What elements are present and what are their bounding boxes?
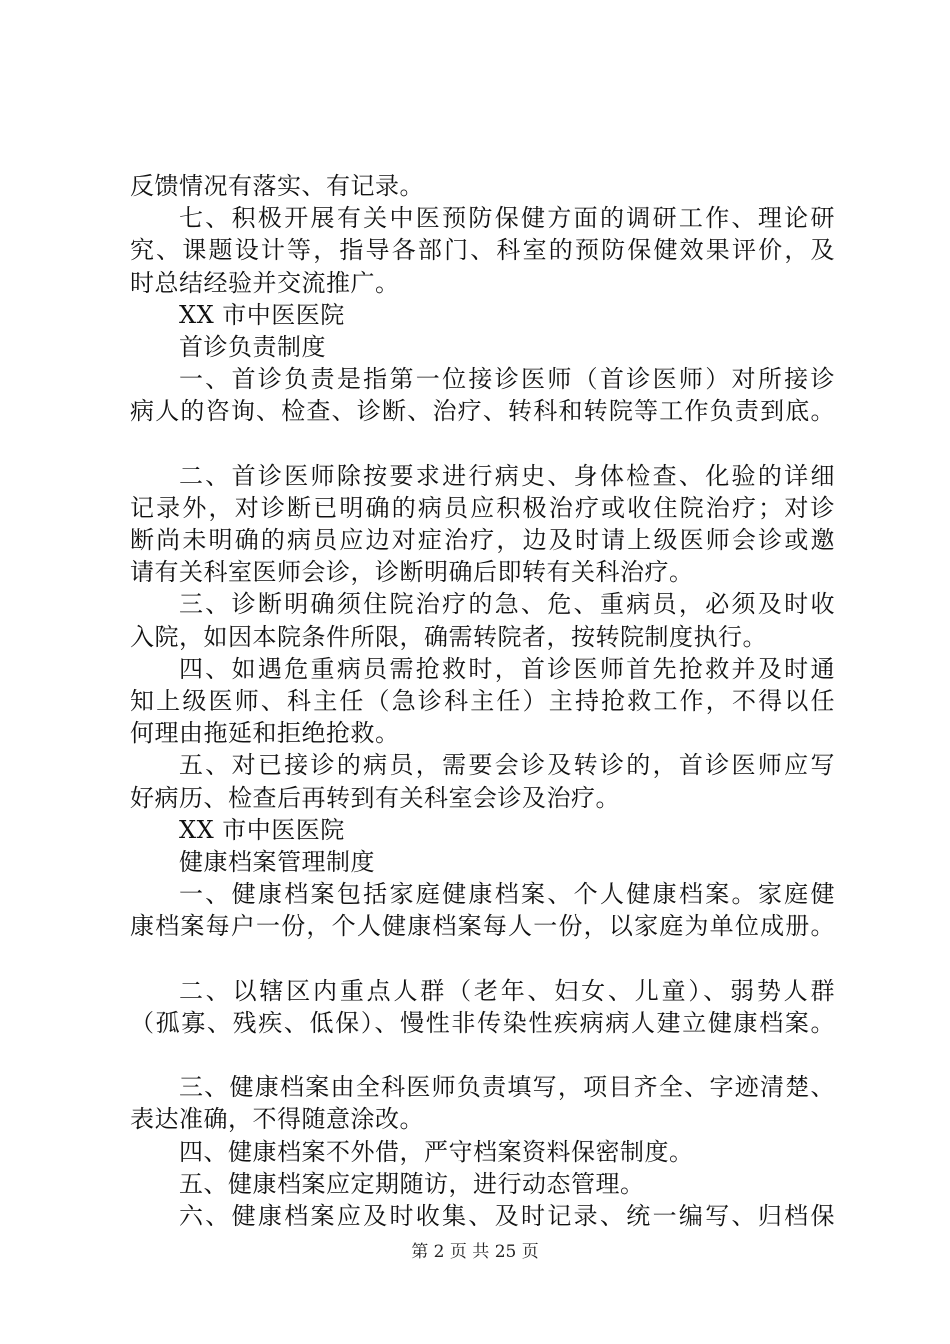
text-line: 入院，如因本院条件所限，确需转院者，按转院制度执行。 <box>130 622 767 651</box>
text-line: 何理由拖延和拒绝抢救。 <box>130 719 400 748</box>
text-line: 请有关科室医师会诊，诊断明确后即转有关科治疗。 <box>130 558 694 587</box>
section-title: 健康档案管理制度 <box>179 847 375 876</box>
text-line: 病人的咨询、检查、诊断、治疗、转科和转院等工作负责到底。 <box>130 397 835 426</box>
text-line: 康档案每户一份，个人健康档案每人一份，以家庭为单位成册。 <box>130 912 835 941</box>
hospital-name: XX 市中医医院 <box>179 815 345 844</box>
section-title: 首诊负责制度 <box>179 332 326 361</box>
text-line: 六、健康档案应及时收集、及时记录、统一编写、归档保 <box>179 1202 835 1230</box>
text-line: 究、课题设计等，指导各部门、科室的预防保健效果评价，及 <box>130 236 835 265</box>
text-line: 七、积极开展有关中医预防保健方面的调研工作、理论研 <box>179 204 835 233</box>
text-line: 三、健康档案由全科医师负责填写，项目齐全、字迹清楚、 <box>179 1073 835 1102</box>
text-line: 表达准确，不得随意涂改。 <box>130 1105 424 1134</box>
text-line: 好病历、检查后再转到有关科室会诊及治疗。 <box>130 783 620 812</box>
text-line: 四、如遇危重病员需抢救时，首诊医师首先抢救并及时通 <box>179 654 835 683</box>
text-line: （孤寡、残疾、低保）、慢性非传染性疾病病人建立健康档案。 <box>130 1008 835 1037</box>
paragraph-gap <box>130 428 835 460</box>
text-line: 三、诊断明确须住院治疗的急、危、重病员，必须及时收 <box>179 590 835 619</box>
text-line: 一、健康档案包括家庭健康档案、个人健康档案。家庭健 <box>179 880 835 909</box>
text-line: 一、首诊负责是指第一位接诊医师（首诊医师）对所接诊 <box>179 365 835 394</box>
text-line: 五、对已接诊的病员，需要会诊及转诊的，首诊医师应写 <box>179 751 835 780</box>
text-line: 反馈情况有落实、有记录。 <box>130 172 424 200</box>
text-line: 记录外，对诊断已明确的病员应积极治疗或收住院治疗；对诊 <box>130 493 835 522</box>
page-number-footer: 第 2 页 共 25 页 <box>411 1242 539 1262</box>
hospital-name: XX 市中医医院 <box>179 300 345 329</box>
text-line: 时总结经验并交流推广。 <box>130 268 400 297</box>
text-line: 五、健康档案应定期随访，进行动态管理。 <box>179 1169 645 1198</box>
paragraph-gap <box>130 1039 835 1071</box>
document-body <box>130 170 835 1232</box>
text-line: 四、健康档案不外借，严守档案资料保密制度。 <box>179 1137 694 1166</box>
text-line: 知上级医师、科主任（急诊科主任）主持抢救工作，不得以任 <box>130 687 835 715</box>
text-line: 二、以辖区内重点人群（老年、妇女、儿童）、弱势人群 <box>179 976 835 1005</box>
paragraph-gap <box>130 943 835 975</box>
text-line: 断尚未明确的病员应边对症治疗，边及时请上级医师会诊或邀 <box>130 526 835 555</box>
text-line: 二、首诊医师除按要求进行病史、身体检查、化验的详细 <box>179 461 835 490</box>
